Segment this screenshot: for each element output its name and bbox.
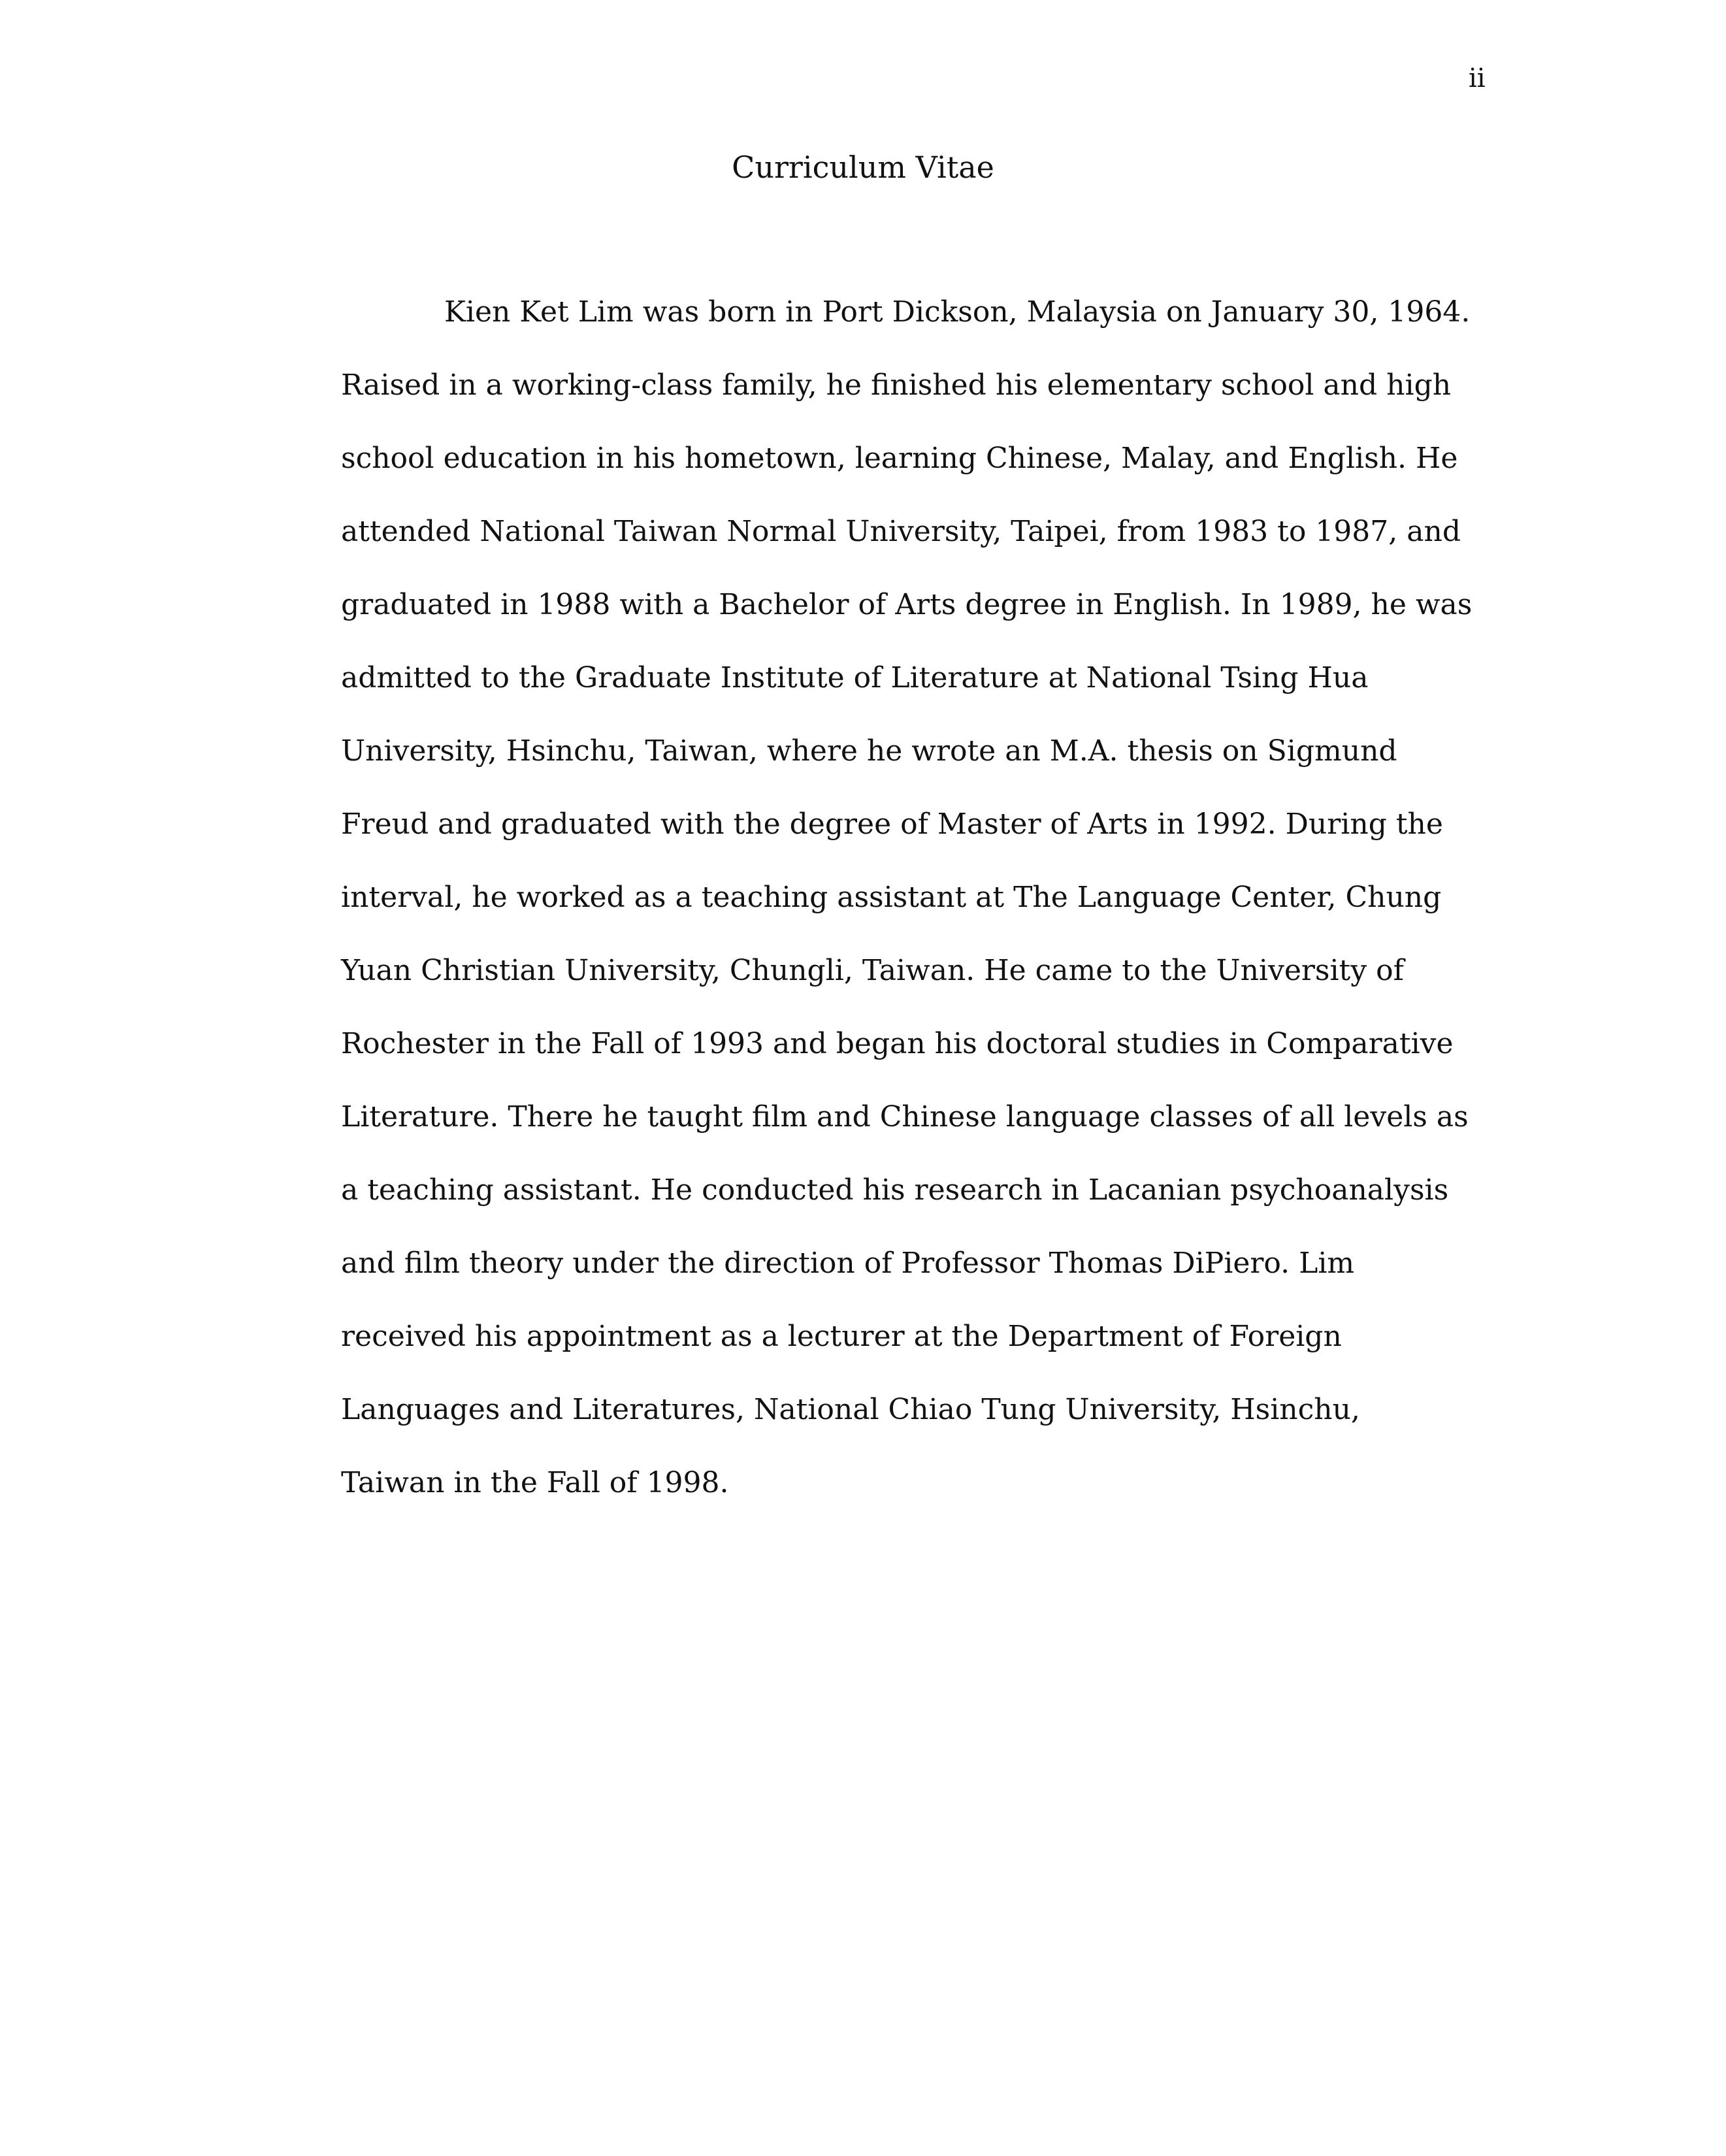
paragraph-line: Literature. There he taught film and Chinese language classes of all levels as [341,1100,1469,1134]
page-title: Curriculum Vitae [732,150,994,185]
paragraph-line: interval, he worked as a teaching assistant at The Language Center, Chung [341,881,1442,914]
paragraph-line: received his appointment as a lecturer at the Department of Foreign [341,1320,1342,1353]
paragraph-line: Kien Ket Lim was born in Port Dickson, Malaysia on January 30, 1964. [444,295,1471,329]
paragraph-line: University, Hsinchu, Taiwan, where he wrote an M.A. thesis on Sigmund [341,734,1397,768]
paragraph-line: school education in his hometown, learning Chinese, Malay, and English. He [341,442,1458,475]
cv-paragraph [0,294,1726,1862]
paragraph-line: Rochester in the Fall of 1993 and began his doctoral studies in Comparative [341,1027,1454,1060]
paragraph-line: graduated in 1988 with a Bachelor of Arts degree in English. In 1989, he was [341,588,1473,621]
paragraph-line: Freud and graduated with the degree of Master of Arts in 1992. During the [341,808,1443,841]
paragraph-line: admitted to the Graduate Institute of Literature at National Tsing Hua [341,661,1369,694]
paragraph-line: a teaching assistant. He conducted his research in Lacanian psychoanalysis [341,1173,1449,1207]
paragraph-line: Raised in a working-class family, he finished his elementary school and high [341,368,1452,402]
page-number: ii [1469,63,1486,93]
paragraph-line: Yuan Christian University, Chungli, Taiwan. He came to the University of [341,954,1404,987]
paragraph-line: attended National Taiwan Normal University, Taipei, from 1983 to 1987, and [341,515,1461,548]
paragraph-line: Taiwan in the Fall of 1998. [341,1466,729,1499]
paragraph-line: and film theory under the direction of Professor Thomas DiPiero. Lim [341,1247,1355,1280]
paragraph-line: Languages and Literatures, National Chiao Tung University, Hsinchu, [341,1393,1360,1426]
